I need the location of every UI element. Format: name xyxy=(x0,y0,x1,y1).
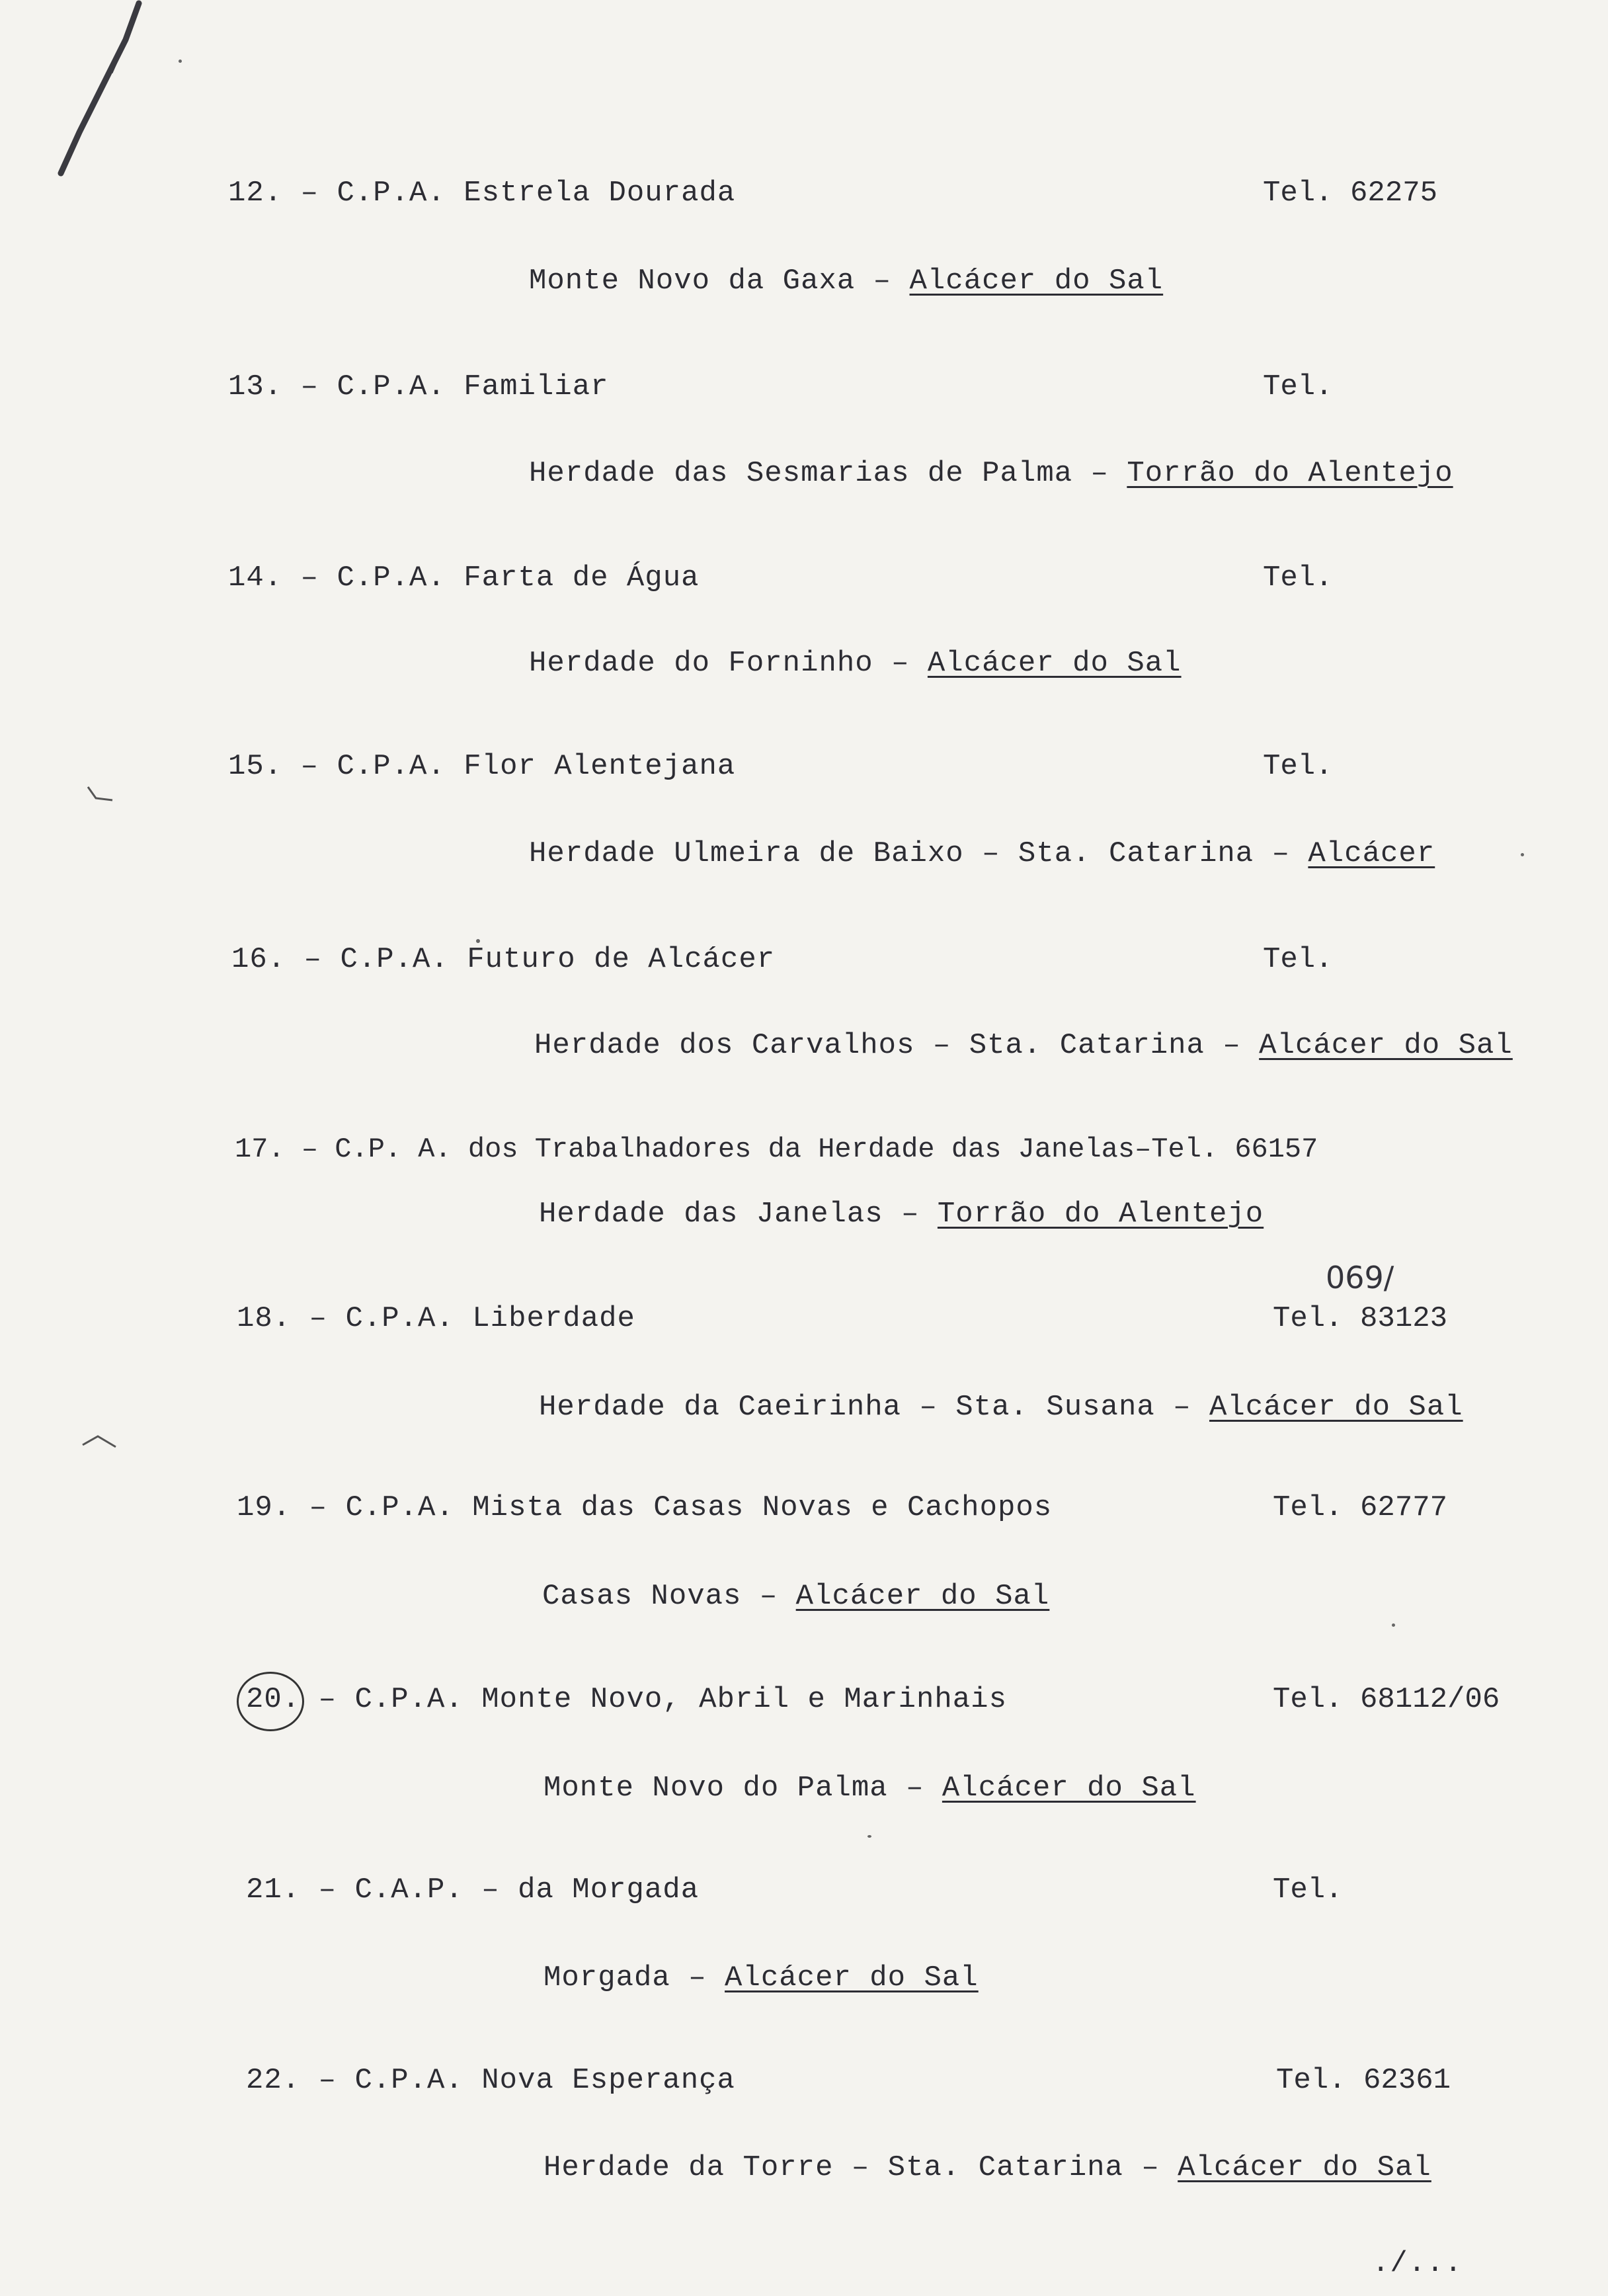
location-place: Alcácer do Sal xyxy=(1209,1391,1463,1424)
entry-name: C.P.A. Flor Alentejana xyxy=(337,750,736,783)
entry-number: 12. xyxy=(228,177,283,210)
entry-number: 20. xyxy=(246,1683,301,1716)
entry-location: Monte Novo da Gaxa – Alcácer do Sal xyxy=(529,265,1164,298)
entry-16: 16. – C.P.A. Futuro de Alcácer xyxy=(231,943,776,976)
scan-speck xyxy=(867,1835,871,1838)
location-place: Alcácer do Sal xyxy=(927,647,1182,680)
location-place: Alcácer do Sal xyxy=(1259,1029,1513,1062)
handwritten-tel-prefix: 069/ xyxy=(1326,1260,1394,1295)
entry-18: 18. – C.P.A. Liberdade xyxy=(237,1302,635,1335)
location-place: Alcácer xyxy=(1308,837,1435,870)
entry-tel: Tel. xyxy=(1263,750,1333,783)
pen-stroke-mark xyxy=(26,0,159,198)
entry-number: 16. xyxy=(231,943,286,976)
continuation-mark: ./... xyxy=(1372,2247,1463,2280)
entry-21: 21. – C.A.P. – da Morgada xyxy=(246,1873,700,1906)
entry-22: 22. – C.P.A. Nova Esperança xyxy=(246,2064,735,2097)
entry-location: Herdade da Torre – Sta. Catarina – Alcácer do Sal xyxy=(543,2151,1431,2184)
entry-name: C.P.A. Estrela Dourada xyxy=(337,177,736,210)
location-place: Alcácer do Sal xyxy=(725,1961,979,1994)
entry-number: 17. xyxy=(235,1133,285,1165)
entry-location: Herdade da Caeirinha – Sta. Susana – Alcácer do Sal xyxy=(539,1391,1463,1424)
entry-name: C.P. A. dos Trabalhadores da Herdade das Janelas– xyxy=(335,1133,1152,1165)
entry-name: C.P.A. Futuro de Alcácer xyxy=(340,943,776,976)
entry-14: 14. – C.P.A. Farta de Água xyxy=(228,561,700,594)
entry-19: 19. – C.P.A. Mista das Casas Novas e Cachopos xyxy=(237,1491,1053,1524)
location-place: Alcácer do Sal xyxy=(942,1772,1196,1805)
margin-mark xyxy=(83,784,122,810)
location-place: Alcácer do Sal xyxy=(1178,2151,1431,2184)
margin-mark xyxy=(79,1428,132,1455)
location-place: Torrão do Alentejo xyxy=(937,1198,1264,1231)
entry-tel: Tel. 62777 xyxy=(1273,1491,1448,1524)
entry-tel: Tel. 66157 xyxy=(1151,1133,1318,1165)
location-place: Alcácer do Sal xyxy=(795,1580,1050,1613)
entry-location: Herdade do Forninho – Alcácer do Sal xyxy=(529,647,1182,680)
entry-15: 15. – C.P.A. Flor Alentejana xyxy=(228,750,736,783)
entry-tel: Tel. xyxy=(1273,1873,1343,1906)
entry-number: 19. xyxy=(237,1491,292,1524)
entry-name: C.A.P. – da Morgada xyxy=(354,1873,700,1906)
entry-location: Morgada – Alcácer do Sal xyxy=(543,1961,979,1994)
entry-tel: Tel. xyxy=(1263,943,1333,976)
entry-location: Casas Novas – Alcácer do Sal xyxy=(542,1580,1050,1613)
entry-tel: Tel. xyxy=(1263,370,1333,403)
entry-tel: Tel. xyxy=(1263,561,1333,594)
entry-location: Herdade das Sesmarias de Palma – Torrão do Alentejo xyxy=(529,457,1453,490)
entry-12: 12. – C.P.A. Estrela Dourada xyxy=(228,177,736,210)
entry-tel: Tel. 62361 xyxy=(1276,2064,1451,2097)
entry-name: C.P.A. Monte Novo, Abril e Marinhais xyxy=(354,1683,1007,1716)
entry-17: 17. – C.P. A. dos Trabalhadores da Herdade das Janelas–Tel. 66157 xyxy=(235,1133,1318,1165)
entry-number: 15. xyxy=(228,750,283,783)
scan-speck xyxy=(179,60,182,63)
entry-location: Herdade dos Carvalhos – Sta. Catarina – Alcácer do Sal xyxy=(534,1029,1513,1062)
entry-location: Herdade das Janelas – Torrão do Alentejo xyxy=(539,1198,1264,1231)
entry-tel: Tel. 68112/06 xyxy=(1273,1683,1500,1716)
entry-20: 20. – C.P.A. Monte Novo, Abril e Marinhais xyxy=(246,1683,1007,1716)
entry-name: C.P.A. Farta de Água xyxy=(337,561,700,594)
entry-name: C.P.A. Familiar xyxy=(337,370,609,403)
entry-number: 18. xyxy=(237,1302,292,1335)
entry-number: 21. xyxy=(246,1873,301,1906)
entry-number: 22. xyxy=(246,2064,301,2097)
scan-speck xyxy=(1392,1623,1395,1627)
location-place: Torrão do Alentejo xyxy=(1127,457,1453,490)
location-place: Alcácer do Sal xyxy=(909,265,1164,298)
entry-name: C.P.A. Mista das Casas Novas e Cachopos xyxy=(345,1491,1053,1524)
entry-name: C.P.A. Nova Esperança xyxy=(354,2064,735,2097)
entry-13: 13. – C.P.A. Familiar xyxy=(228,370,609,403)
entry-name: C.P.A. Liberdade xyxy=(345,1302,635,1335)
entry-location: Herdade Ulmeira de Baixo – Sta. Catarina – Alcácer xyxy=(529,837,1435,870)
entry-location: Monte Novo do Palma – Alcácer do Sal xyxy=(543,1772,1196,1805)
entry-number: 13. xyxy=(228,370,283,403)
entry-number: 14. xyxy=(228,561,283,594)
scan-speck xyxy=(476,939,480,943)
entry-tel: Tel. 62275 xyxy=(1263,177,1438,210)
entry-tel: Tel. 83123 xyxy=(1273,1302,1448,1335)
scan-speck xyxy=(1521,853,1524,856)
